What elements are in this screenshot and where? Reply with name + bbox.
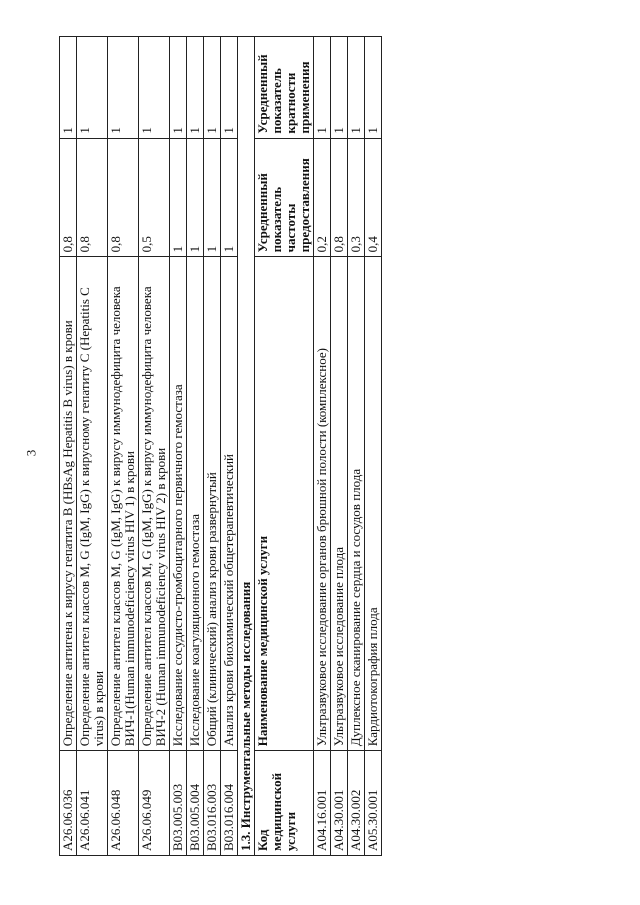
service-code: B03.005.004 — [187, 751, 204, 856]
table-row — [77, 37, 108, 856]
table-row — [204, 37, 221, 856]
frequency-value: 1 — [204, 138, 221, 257]
frequency-value: 0,8 — [60, 138, 77, 257]
multiplicity-value: 1 — [348, 37, 365, 139]
header-frequency: Усредненный показатель частоты предоставления — [255, 138, 314, 257]
multiplicity-value: 1 — [314, 37, 331, 139]
section-title: 1.3. Инструментальные методы исследования — [238, 37, 255, 856]
header-multiplicity: Усредненный показатель кратности применения — [255, 37, 314, 139]
service-code: A26.06.049 — [139, 751, 170, 856]
frequency-value: 0,8 — [77, 138, 108, 257]
service-code: A05.30.001 — [365, 751, 382, 856]
service-code: B03.016.003 — [204, 751, 221, 856]
frequency-value: 1 — [170, 138, 187, 257]
service-code: B03.016.004 — [221, 751, 238, 856]
service-code: A04.30.002 — [348, 751, 365, 856]
service-code: B03.005.003 — [170, 751, 187, 856]
service-code: A04.30.001 — [331, 751, 348, 856]
frequency-value: 0,2 — [314, 138, 331, 257]
page-number: 3 — [23, 449, 39, 457]
service-code: A26.06.036 — [60, 751, 77, 856]
header-code: Код медицинской услуги — [255, 751, 314, 856]
table-row — [221, 37, 238, 856]
service-name: Кардиотокография плода — [365, 257, 382, 751]
table-row — [108, 37, 139, 856]
frequency-value: 1 — [187, 138, 204, 257]
table-row — [365, 37, 382, 856]
service-name: Анализ крови биохимический общетерапевтический — [221, 257, 238, 751]
frequency-value: 0,3 — [348, 138, 365, 257]
service-name: Определение антител классов М, G (IgM, IgG) к вирусному гепатиту С (Hepatitis С virus) в крови — [77, 257, 108, 751]
service-name: Ультразвуковое исследование плода — [331, 257, 348, 751]
service-name: Определение антител классов М, G (IgM, IgG) к вирусу иммунодефицита человека ВИЧ-2 (Human immunodeficiency virus HIV 2) в крови — [139, 257, 170, 751]
table-row — [187, 37, 204, 856]
service-name: Общий (клинический) анализ крови развернутый — [204, 257, 221, 751]
frequency-value: 0,4 — [365, 138, 382, 257]
table-header — [255, 37, 314, 856]
frequency-value: 0,5 — [139, 138, 170, 257]
service-name: Исследование сосудисто-тромбоцитарного первичного гемостаза — [170, 257, 187, 751]
service-name: Исследование коагуляционного гемостаза — [187, 257, 204, 751]
service-name: Определение антител классов М, G (IgM, IgG) к вирусу иммунодефицита человека ВИЧ-1(Human immunodeficiency virus HIV 1) в крови — [108, 257, 139, 751]
service-name: Ультразвуковое исследование органов брюшной полости (комплексное) — [314, 257, 331, 751]
table-row — [348, 37, 365, 856]
multiplicity-value: 1 — [187, 37, 204, 139]
multiplicity-value: 1 — [204, 37, 221, 139]
multiplicity-value: 1 — [108, 37, 139, 139]
header-name: Наименование медицинской услуги — [255, 257, 314, 751]
table-row — [60, 37, 77, 856]
service-name: Определение антигена к вирусу гепатита В (HBsAg Hepatitis В virus) в крови — [60, 257, 77, 751]
service-code: A26.06.041 — [77, 751, 108, 856]
frequency-value: 0,8 — [331, 138, 348, 257]
service-code: A04.16.001 — [314, 751, 331, 856]
service-code: A26.06.048 — [108, 751, 139, 856]
multiplicity-value: 1 — [60, 37, 77, 139]
table-row — [170, 37, 187, 856]
frequency-value: 1 — [221, 138, 238, 257]
multiplicity-value: 1 — [365, 37, 382, 139]
service-name: Дуплексное сканирование сердца и сосудов плода — [348, 257, 365, 751]
frequency-value: 0,8 — [108, 138, 139, 257]
multiplicity-value: 1 — [221, 37, 238, 139]
rotated-page — [59, 36, 527, 856]
multiplicity-value: 1 — [77, 37, 108, 139]
services-table — [59, 36, 382, 856]
table-row — [331, 37, 348, 856]
multiplicity-value: 1 — [331, 37, 348, 139]
multiplicity-value: 1 — [139, 37, 170, 139]
table-row — [314, 37, 331, 856]
table-row — [139, 37, 170, 856]
multiplicity-value: 1 — [170, 37, 187, 139]
